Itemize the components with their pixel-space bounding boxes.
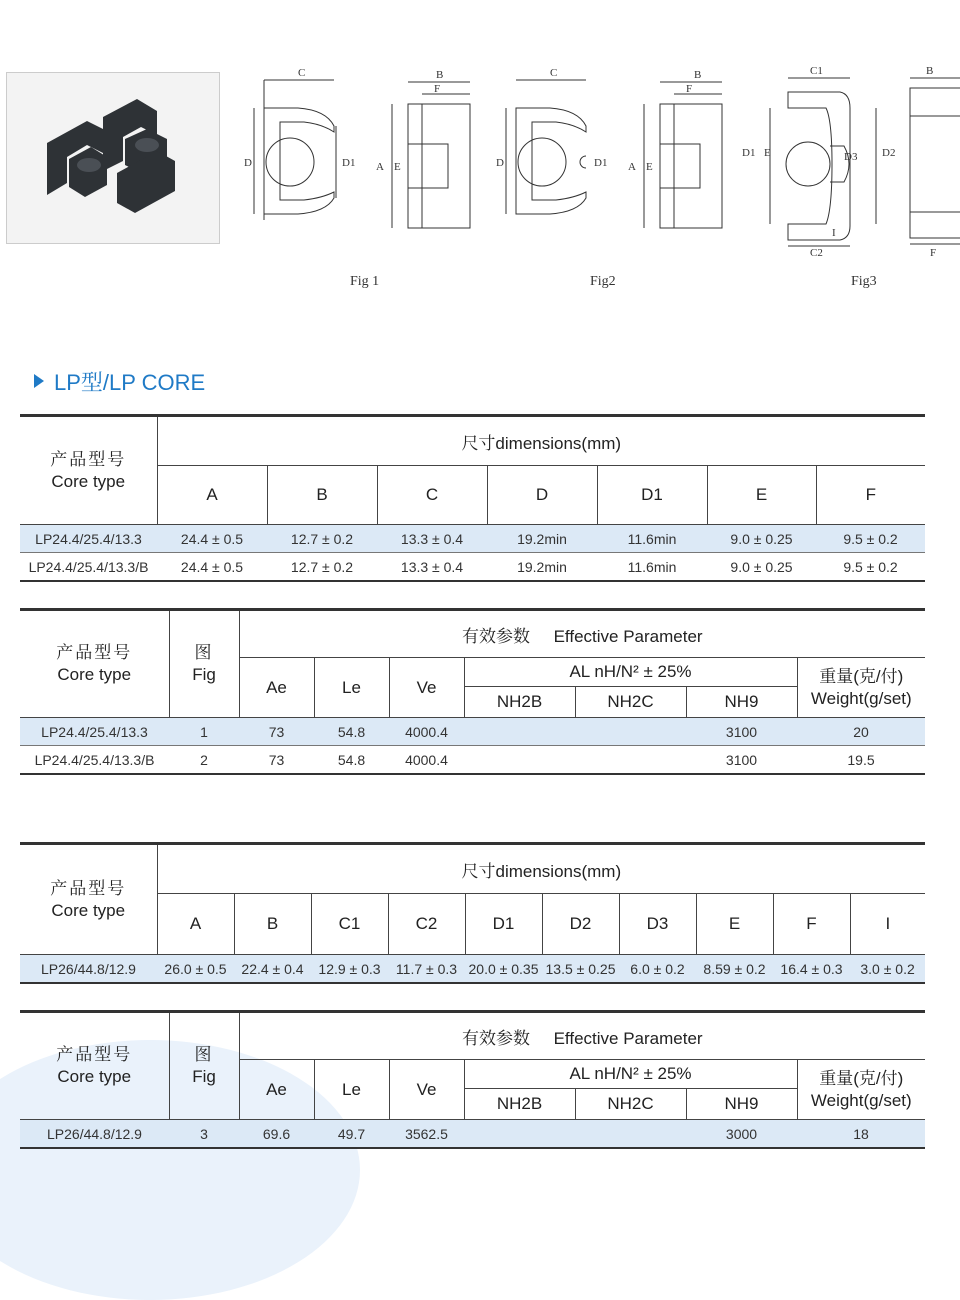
fig2-label-e: E — [646, 161, 653, 173]
fig1-label-d: D — [244, 157, 252, 169]
col-ae: Ae — [239, 658, 314, 718]
col-nh2c: NH2C — [575, 1089, 686, 1120]
fig3-label-i: I — [832, 227, 836, 239]
fig1-label-d1: D1 — [342, 157, 356, 169]
fig1-label-b: B — [436, 69, 444, 81]
table-row: LP26/44.8/12.9 3 69.6 49.7 3562.5 3000 18 — [20, 1120, 925, 1149]
col-f: F — [773, 894, 850, 955]
col-le: Le — [314, 1060, 389, 1120]
col-ve: Ve — [389, 1060, 464, 1120]
col-le: Le — [314, 658, 389, 718]
dimensions-table-lp26 — [20, 842, 925, 984]
figure-1-caption: Fig 1 — [350, 274, 380, 289]
section-title-text: LP型/LP CORE — [54, 370, 206, 395]
fig1-label-a: A — [376, 161, 384, 173]
col-ae: Ae — [239, 1060, 314, 1120]
fig1-label-f: F — [434, 83, 441, 95]
col-c2: C2 — [388, 894, 465, 955]
core-type-header: 产品型号 Core type — [20, 416, 157, 525]
effective-parameter-header: 有效参数 Effective Parameter — [239, 610, 925, 658]
triangle-bullet-icon — [34, 374, 44, 388]
fig2-label-f: F — [686, 83, 693, 95]
section-title — [34, 366, 205, 397]
fig1-label-c: C — [298, 67, 306, 79]
effective-parameter-header: 有效参数 Effective Parameter — [239, 1012, 925, 1060]
fig2-label-a: A — [628, 161, 636, 173]
col-b: B — [234, 894, 311, 955]
col-d1: D1 — [465, 894, 542, 955]
col-nh9: NH9 — [686, 1089, 797, 1120]
core-type-header: 产品型号 Core type — [20, 610, 169, 718]
col-i: I — [850, 894, 925, 955]
col-b: B — [267, 466, 377, 525]
col-c1: C1 — [311, 894, 388, 955]
fig3-label-b: B — [926, 65, 934, 77]
weight-header: 重量(克/付) Weight(g/set) — [797, 658, 925, 718]
core-type-header: 产品型号 Core type — [20, 1012, 169, 1120]
fig3-label-e: E — [764, 147, 771, 159]
fig3-label-c1: C1 — [810, 65, 823, 77]
col-e: E — [696, 894, 773, 955]
figure-1-front-view — [240, 60, 390, 250]
fig-header: 图 Fig — [169, 1012, 239, 1120]
fig2-label-d: D — [496, 157, 504, 169]
col-d2: D2 — [542, 894, 619, 955]
fig2-label-b: B — [694, 69, 702, 81]
fig3-label-d3: D3 — [844, 151, 858, 163]
fig1-label-e: E — [394, 161, 401, 173]
fig3-label-c2: C2 — [810, 247, 823, 259]
figure-3-caption: Fig3 — [851, 274, 877, 289]
core-type-header: 产品型号 Core type — [20, 844, 157, 955]
dimensions-header: 尺寸dimensions(mm) — [157, 416, 925, 466]
figure-1-side-view — [372, 60, 482, 250]
table-row: LP24.4/25.4/13.3/B 24.4 ± 0.5 12.7 ± 0.2 13.3 ± 0.4 19.2min 11.6min 9.0 ± 0.25 9.5 ± 0.2 — [20, 553, 925, 582]
al-header: AL nH/N² ± 25% — [464, 658, 797, 687]
product-photo — [6, 72, 220, 244]
effective-parameter-table-lp26 — [20, 1010, 925, 1149]
col-a: A — [157, 466, 267, 525]
col-ve: Ve — [389, 658, 464, 718]
figure-2-front-view — [490, 60, 640, 250]
col-nh2b: NH2B — [464, 1089, 575, 1120]
figure-2-caption: Fig2 — [590, 274, 616, 289]
col-c: C — [377, 466, 487, 525]
figure-3-side-view — [904, 60, 960, 270]
fig3-label-d1: D1 — [742, 147, 756, 159]
fig3-label-f: F — [930, 247, 937, 259]
col-d1: D1 — [597, 466, 707, 525]
col-d3: D3 — [619, 894, 696, 955]
fig-header: 图 Fig — [169, 610, 239, 718]
table-row: LP24.4/25.4/13.3 24.4 ± 0.5 12.7 ± 0.2 13.3 ± 0.4 19.2min 11.6min 9.0 ± 0.25 9.5 ± 0.2 — [20, 525, 925, 553]
table-row: LP24.4/25.4/13.3/B 2 73 54.8 4000.4 3100 19.5 — [20, 746, 925, 775]
table-row: LP26/44.8/12.9 26.0 ± 0.5 22.4 ± 0.4 12.9 ± 0.3 11.7 ± 0.3 20.0 ± 0.35 13.5 ± 0.25 6.0 ± 0.2 8.59 ± 0.2 16.4 ± 0.3 3.0 ± 0.2 — [20, 955, 925, 984]
dimensions-table-lp24 — [20, 414, 925, 582]
col-e: E — [707, 466, 816, 525]
dimensions-header: 尺寸dimensions(mm) — [157, 844, 925, 894]
col-nh2c: NH2C — [575, 687, 686, 718]
col-nh9: NH9 — [686, 687, 797, 718]
fig3-label-d2: D2 — [882, 147, 896, 159]
effective-parameter-table-lp24 — [20, 608, 925, 775]
fig2-label-c: C — [550, 67, 558, 79]
table-row: LP24.4/25.4/13.3 1 73 54.8 4000.4 3100 20 — [20, 718, 925, 746]
figure-3-front-view — [736, 60, 906, 270]
figure-2-side-view — [624, 60, 734, 250]
col-a: A — [157, 894, 234, 955]
col-d: D — [487, 466, 597, 525]
weight-header: 重量(克/付) Weight(g/set) — [797, 1060, 925, 1120]
al-header: AL nH/N² ± 25% — [464, 1060, 797, 1089]
col-f: F — [816, 466, 925, 525]
col-nh2b: NH2B — [464, 687, 575, 718]
fig2-label-d1: D1 — [594, 157, 608, 169]
